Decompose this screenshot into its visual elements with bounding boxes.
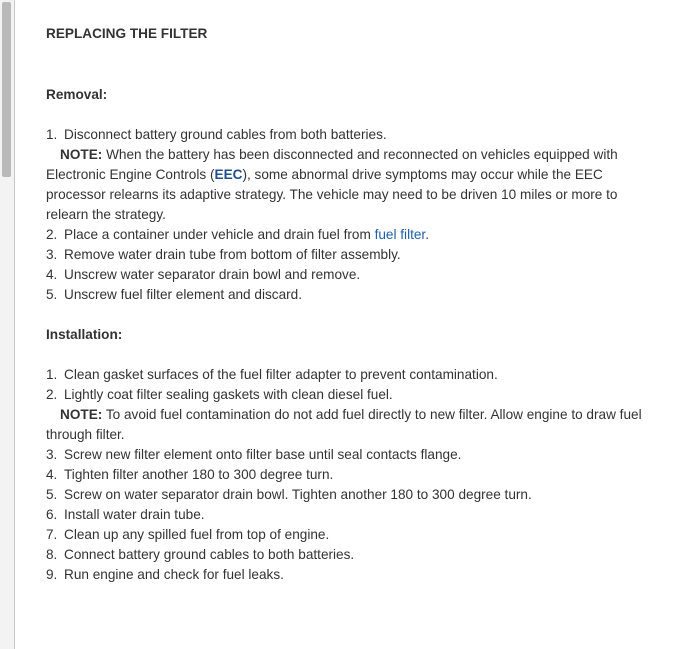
step-text: Remove water drain tube from bottom of filter assembly. xyxy=(64,247,401,262)
step-text: Connect battery ground cables to both batteries. xyxy=(64,547,355,562)
step-number: 4. xyxy=(46,267,58,282)
installation-note xyxy=(46,405,656,445)
installation-step-5 xyxy=(46,485,656,505)
step-number: 6. xyxy=(46,507,58,522)
installation-step-6 xyxy=(46,505,656,525)
scrollbar-thumb[interactable] xyxy=(2,2,11,177)
removal-step-5 xyxy=(46,285,656,305)
step-text: Unscrew fuel filter element and discard. xyxy=(64,287,302,302)
removal-step-2 xyxy=(46,225,656,245)
step-number: 8. xyxy=(46,547,58,562)
document-body xyxy=(46,24,656,585)
installation-step-7 xyxy=(46,525,656,545)
removal-heading: Removal: xyxy=(46,87,108,102)
step-number: 5. xyxy=(46,487,58,502)
step-text: Unscrew water separator drain bowl and remove. xyxy=(64,267,361,282)
step-number: 1. xyxy=(46,367,58,382)
installation-step-1 xyxy=(46,365,656,385)
note-text: To avoid fuel contamination do not add fuel directly to new filter. Allow engine to draw fuel through filter. xyxy=(46,407,642,442)
step-text: Clean up any spilled fuel from top of engine. xyxy=(64,527,330,542)
fuel-filter-link[interactable]: fuel filter xyxy=(374,227,426,242)
step-number: 7. xyxy=(46,527,58,542)
removal-step-1 xyxy=(46,125,656,145)
page-title: REPLACING THE FILTER xyxy=(46,26,208,41)
eec-abbreviation: EEC xyxy=(214,167,243,182)
installation-step-3 xyxy=(46,445,656,465)
note-label: NOTE: xyxy=(60,147,103,162)
step-number: 5. xyxy=(46,287,58,302)
installation-step-2 xyxy=(46,385,656,405)
step-text: Disconnect battery ground cables from both batteries. xyxy=(64,127,387,142)
step-text: Place a container under vehicle and drain fuel from xyxy=(64,227,375,242)
step-number: 1. xyxy=(46,127,58,142)
installation-heading: Installation: xyxy=(46,327,123,342)
left-scrollbar[interactable] xyxy=(0,0,15,649)
step-number: 2. xyxy=(46,387,58,402)
removal-step-4 xyxy=(46,265,656,285)
removal-step-3 xyxy=(46,245,656,265)
step-text: Lightly coat filter sealing gaskets with clean diesel fuel. xyxy=(64,387,393,402)
step-number: 2. xyxy=(46,227,58,242)
step-number: 9. xyxy=(46,567,58,582)
installation-step-9 xyxy=(46,565,656,585)
step-text: Tighten filter another 180 to 300 degree turn. xyxy=(64,467,334,482)
step-text: Screw new filter element onto filter base until seal contacts flange. xyxy=(64,447,462,462)
removal-note xyxy=(46,145,656,225)
step-text-after: . xyxy=(425,227,429,242)
installation-step-4 xyxy=(46,465,656,485)
step-text: Install water drain tube. xyxy=(64,507,205,522)
note-text-before: When the battery has been disconnected and reconnected on vehicles equipped with Electronic Engine Controls ( xyxy=(46,147,618,182)
step-text: Run engine and check for fuel leaks. xyxy=(64,567,284,582)
step-number: 3. xyxy=(46,447,58,462)
note-label: NOTE: xyxy=(60,407,103,422)
step-number: 4. xyxy=(46,467,58,482)
note-text-after: ), some abnormal drive symptoms may occur while the EEC processor relearns its adaptive strategy. The vehicle may need to be driven 10 miles or more to relearn the strategy. xyxy=(46,167,618,222)
step-text: Screw on water separator drain bowl. Tighten another 180 to 300 degree turn. xyxy=(64,487,532,502)
installation-step-8 xyxy=(46,545,656,565)
step-number: 3. xyxy=(46,247,58,262)
step-text: Clean gasket surfaces of the fuel filter adapter to prevent contamination. xyxy=(64,367,498,382)
